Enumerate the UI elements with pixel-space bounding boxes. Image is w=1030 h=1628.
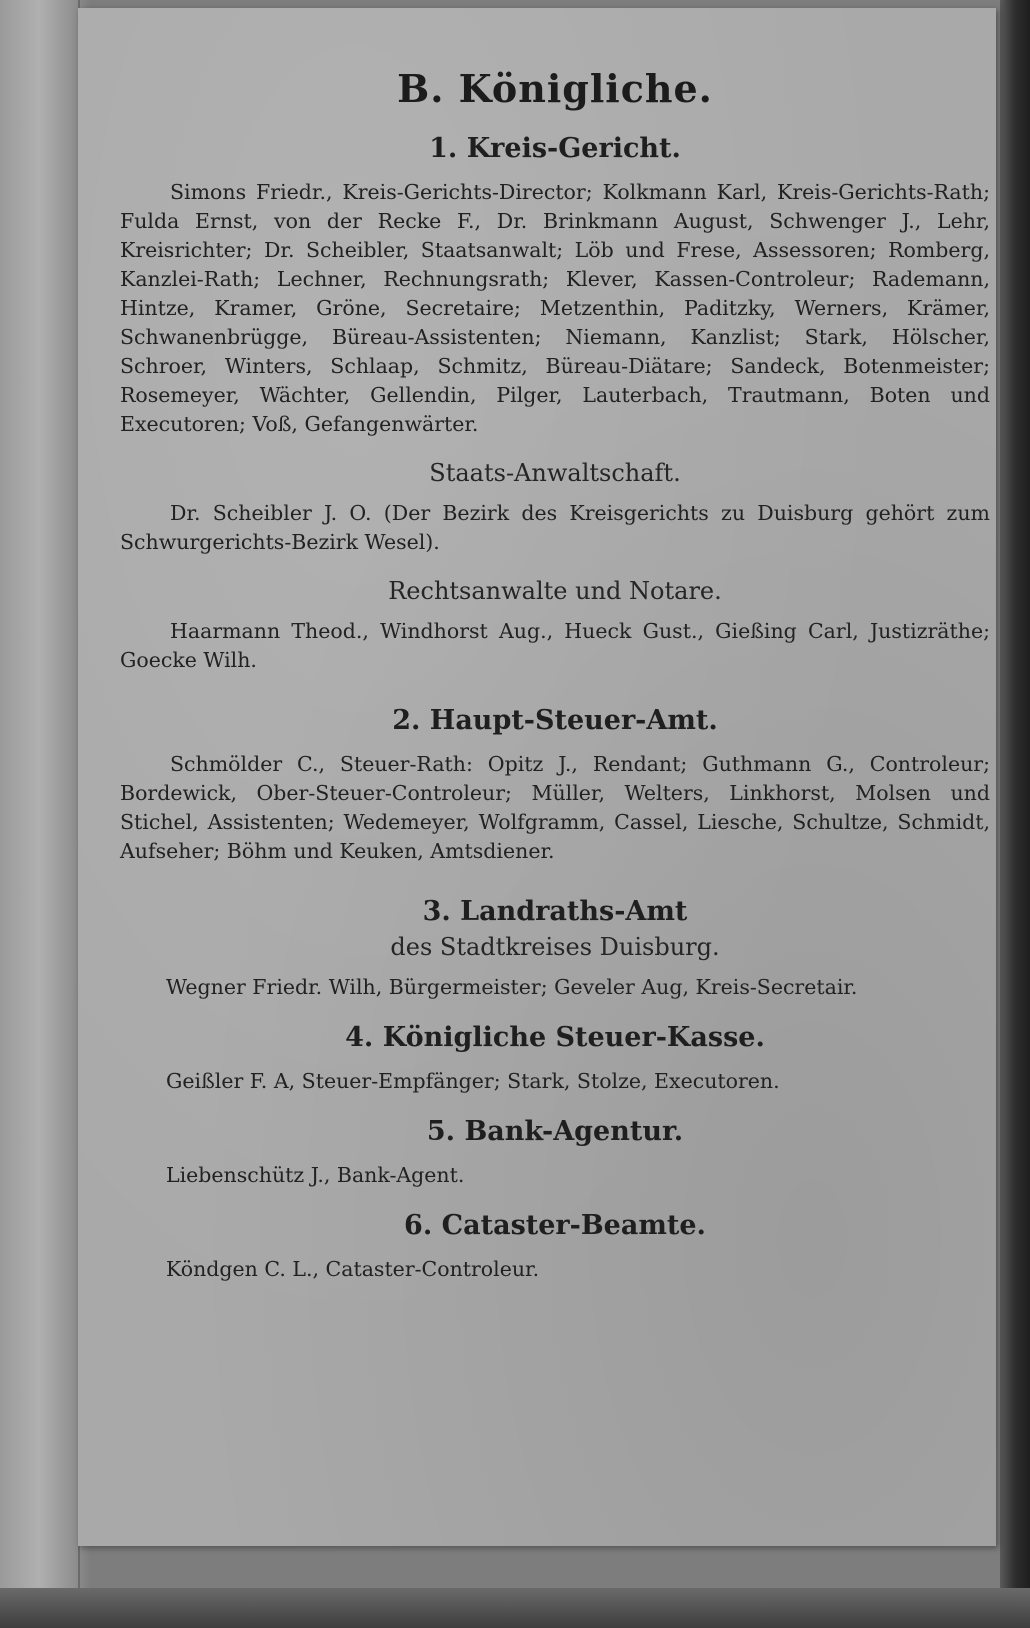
section-text-haupt-steuer-amt: Schmölder C., Steuer-Rath: Opitz J., Rendant; Guthmann G., Controleur; Bordewick, Ober-Steuer-Controleur; Müller, Welters, Linkhorst, Molsen und Stichel, Assistenten; Wedemeyer, Wolfgramm, Cassel, Liesche, Schultze, Schmidt, Aufseher; Böhm und Keuken, Amtsdiener.: [120, 752, 990, 863]
section-title-haupt-steuer-amt: 2. Haupt-Steuer-Amt.: [392, 705, 718, 736]
spacer: [120, 695, 990, 705]
section-subtitle-landraths-amt: des Stadtkreises Duisburg.: [390, 933, 720, 961]
scan-right-edge: [1000, 0, 1030, 1628]
scan-bottom-edge: [0, 1588, 1030, 1628]
section-text-bank-agentur: Liebenschütz J., Bank-Agent.: [166, 1163, 465, 1187]
section-text-cataster-beamte: Köndgen C. L., Cataster-Controleur.: [166, 1257, 540, 1281]
section-title-kreis-gericht: 1. Kreis-Gericht.: [429, 133, 681, 164]
page-content: [120, 48, 990, 1304]
section-text-steuer-kasse: Geißler F. A, Steuer-Empfänger; Stark, Stolze, Executoren.: [166, 1069, 780, 1093]
section-text-landraths-amt: Wegner Friedr. Wilh, Bürgermeister; Geveler Aug, Kreis-Secretair.: [166, 975, 858, 999]
spacer: [120, 886, 990, 896]
subsection-text-rechtsanwalte: Haarmann Theod., Windhorst Aug., Hueck Gust., Gießing Carl, Justizräthe; Goecke Wilh.: [120, 619, 990, 672]
section-title-bank-agentur: 5. Bank-Agentur.: [426, 1116, 684, 1147]
subsection-title-staats-anwaltschaft: Staats-Anwaltschaft.: [429, 459, 681, 487]
section-title-cataster-beamte: 6. Cataster-Beamte.: [404, 1210, 706, 1241]
section-title-landraths-amt: 3. Landraths-Amt: [422, 896, 688, 927]
subsection-text-staats-anwaltschaft: Dr. Scheibler J. O. (Der Bezirk des Kreisgerichts zu Duisburg gehört zum Schwurgerichts-Bezirk Wesel).: [120, 501, 990, 554]
subsection-title-rechtsanwalte: Rechtsanwalte und Notare.: [388, 577, 722, 605]
scan-left-strip: [0, 0, 80, 1628]
page-title: B. Königliche.: [397, 66, 713, 111]
section-text-kreis-gericht: Simons Friedr., Kreis-Gerichts-Director; Kolkmann Karl, Kreis-Gerichts-Rath; Fulda Ernst, von der Recke F., Dr. Brinkmann August, Schwenger J., Lehr, Kreisrichter; Dr. Scheibler, Staatsanwalt; Löb und Frese, Assessoren; Romberg, Kanzlei-Rath; Lechner, Rechnungsrath; Klever, Kassen-Controleur; Rademann, Hintze, Kramer, Gröne, Secretaire; Metzenthin, Paditzky, Werners, Krämer, Schwanenbrügge, Büreau-Assistenten; Niemann, Kanzlist; Stark, Hölscher, Schroer, Winters, Schlaap, Schmitz, Büreau-Diätare; Sandeck, Botenmeister; Rosemeyer, Wächter, Gellendin, Pilger, Lauterbach, Trautmann, Boten und Executoren; Voß, Gefangenwärter.: [120, 180, 990, 436]
section-title-steuer-kasse: 4. Königliche Steuer-Kasse.: [345, 1022, 765, 1053]
document-page: [78, 8, 996, 1546]
